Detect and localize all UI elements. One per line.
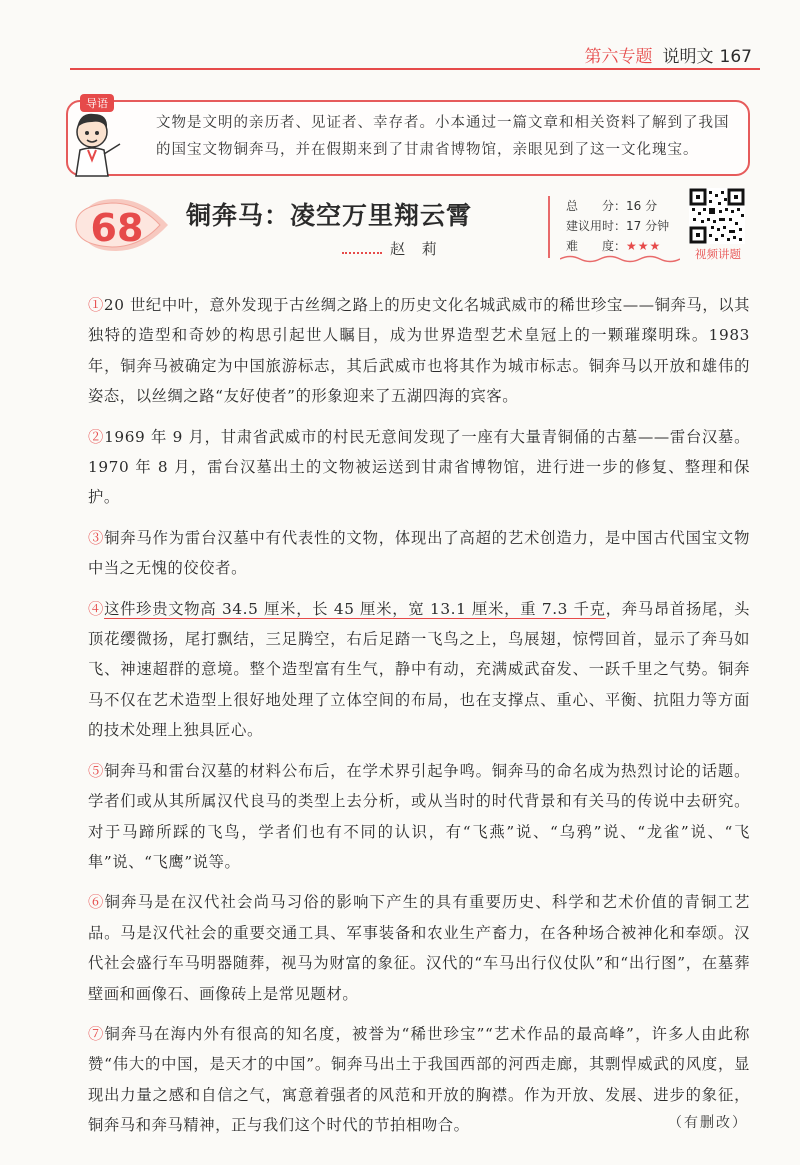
qr-label[interactable]: 视频讲题 bbox=[695, 247, 741, 261]
paragraph-2 bbox=[88, 422, 750, 513]
paragraph-number: ② bbox=[88, 427, 105, 446]
paragraph-5 bbox=[88, 756, 750, 878]
paragraph-1 bbox=[88, 290, 750, 412]
paragraph-text: 1969 年 9 月，甘肃省武威市的村民无意间发现了一座有大量青铜俑的古墓——雷台汉墓。1970 年 8 月，雷台汉墓出土的文物被运送到甘肃省博物馆，进行进一步的修复、整理和保护。 bbox=[88, 427, 750, 507]
intro-text: 文物是文明的亲历者、见证者、幸存者。小本通过一篇文章和相关资料了解到了我国的国宝文物铜奔马，并在假期来到了甘肃省博物馆，亲眼见到了这一文化瑰宝。 bbox=[156, 115, 730, 158]
header-topic: 第六专题 bbox=[584, 47, 653, 67]
cartoon-boy-icon bbox=[62, 92, 140, 178]
stats-difficulty bbox=[550, 236, 678, 256]
stats-panel bbox=[548, 196, 678, 258]
paragraph-number: ⑦ bbox=[88, 1024, 105, 1043]
header-text bbox=[585, 42, 752, 67]
article-body bbox=[88, 290, 750, 1151]
underlined-text: 这件珍贵文物高 34.5 厘米，长 45 厘米，宽 13.1 厘米，重 7.3 千克 bbox=[104, 599, 606, 618]
stats-wave-decoration bbox=[560, 254, 680, 264]
header-divider bbox=[70, 68, 760, 70]
page-number: 167 bbox=[719, 47, 752, 67]
paragraph-4 bbox=[88, 594, 750, 746]
paragraph-number: ① bbox=[88, 296, 104, 314]
paragraph-text: ，奔马昂首扬尾，头顶花缨微扬，尾打飘结，三足腾空，右后足踏一飞鸟之上，鸟展翅，惊愕回首，显示了奔马如飞、神速超群的意境。整个造型富有生气，静中有动，充满威武奋发、一跃千里之气势。铜奔马不仅在艺术造型上很好地处理了立体空间的布局，也在支撑点、重心、平衡、抗阻力等方面的技术处理上独具匠心。 bbox=[88, 599, 751, 740]
paragraph-text: 20 世纪中叶，意外发现于古丝绸之路上的历史文化名城武威市的稀世珍宝——铜奔马，以其独特的造型和奇妙的构思引起世人瞩目，成为世界造型艺术皇冠上的一颗璀璨明珠。1983 年，铜奔马被确定为中国旅游标志，其后武威市也将其作为城市标志。铜奔马以开放和雄伟的姿态，以丝绸之路“友好使者”的形象迎来了五湖四海的宾客。 bbox=[88, 296, 751, 406]
header-genre: 说明文 bbox=[662, 47, 714, 67]
paragraph-text: 铜奔马是在汉代社会尚马习俗的影响下产生的具有重要历史、科学和艺术价值的青铜工艺品。马是汉代社会的重要交通工具、军事装备和农业生产畜力，在各种场合被神化和奉颂。汉代社会盛行车马明器随葬，视马为财富的象征。汉代的“车马出行仪仗队”和“出行图”，在墓葬壁画和画像石、画像砖上是常见题材。 bbox=[88, 893, 750, 1003]
intro-label: 导语 bbox=[86, 97, 108, 110]
difficulty-label: 难 度： bbox=[566, 239, 627, 253]
paragraph-7 bbox=[88, 1019, 750, 1141]
article-title: 铜奔马：凌空万里翔云霄 bbox=[186, 201, 473, 230]
stats-time: 建议用时：17 分钟 bbox=[566, 219, 670, 233]
footnote-abridged: （有删改） bbox=[668, 1115, 748, 1131]
paragraph-number: ⑥ bbox=[88, 893, 105, 912]
paragraph-number: ④ bbox=[88, 599, 105, 618]
paragraph-text: 铜奔马作为雷台汉墓中有代表性的文物，体现出了高超的艺术创造力，是中国古代国宝文物中当之无愧的佼佼者。 bbox=[88, 528, 750, 578]
stats-score: 总 分：16 分 bbox=[566, 199, 658, 213]
paragraph-number: ⑤ bbox=[88, 761, 105, 780]
paragraph-text: 铜奔马和雷台汉墓的材料公布后，在学术界引起争鸣。铜奔马的命名成为热烈讨论的话题。学者们或从其所属汉代良马的类型上去分析，或从当时的时代背景和有关马的传说中去研究。对于马蹄所踩的飞鸟，学者们也有不同的认识，有“飞燕”说、“乌鸦”说、“龙雀”说、“飞隼”说、“飞鹰”说等。 bbox=[88, 761, 750, 871]
paragraph-6 bbox=[88, 887, 750, 1009]
paragraph-3 bbox=[88, 523, 750, 584]
article-number: 68 bbox=[90, 206, 144, 250]
paragraph-text: 铜奔马在海内外有很高的知名度，被誉为“稀世珍宝”“艺术作品的最高峰”，许多人由此称赞“伟大的中国，是天才的中国”。铜奔马出土于我国西部的河西走廊，其剽悍威武的风度，显现出力量之感和自信之气，寓意着强者的风范和开放的胸襟。作为开放、发展、进步的象征，铜奔马和奔马精神，正与我们这个时代的节拍相吻合。 bbox=[88, 1024, 750, 1135]
intro-box bbox=[66, 97, 750, 176]
author-dotted-line bbox=[342, 252, 382, 254]
difficulty-stars: ★★★ bbox=[626, 239, 662, 253]
page-header bbox=[0, 40, 800, 74]
qr-code-icon[interactable] bbox=[689, 188, 745, 244]
article-author: 赵 莉 bbox=[390, 240, 443, 258]
paragraph-number: ③ bbox=[88, 528, 105, 547]
